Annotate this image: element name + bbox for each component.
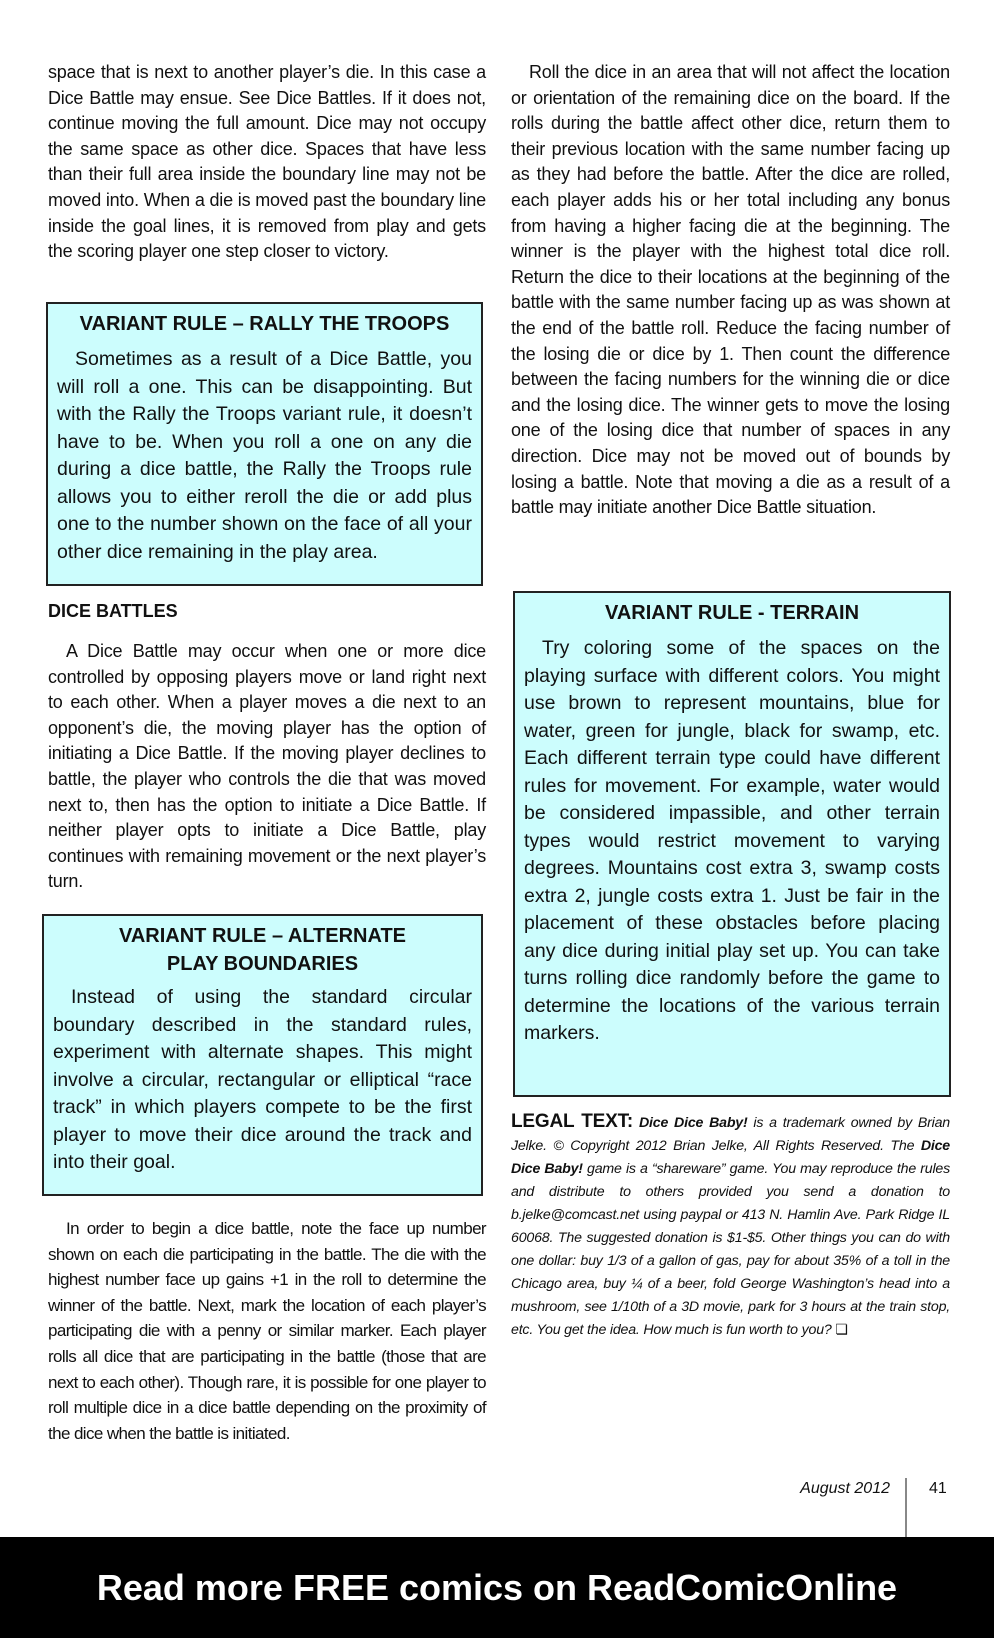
box-text: Try coloring some of the spaces on the playing surface with different colors. You might use brown to represent mountains, blue for water, green for jungle, black for swamp, etc. Each different terrain type could have different rules for movement. For example, water would be considered impassible, and other terrain types would restrict movement to varying degrees. Mountains cost extra 3, swamp costs extra 2, jungle costs extra 1. Just be fair in the placement of these obstacles before placing any dice during initial play set up. You can take turns rolling dice randomly before the game to determine the locations of the various terrain markers. [524, 637, 940, 1044]
title-line: PLAY BOUNDARIES [166, 953, 359, 975]
title-line: VARIANT RULE – ALTERNATE [118, 925, 407, 947]
legal-body: game is a “shareware” game. You may reproduce the rules and distribute to others provided you send a donation to b.jelke@comcast.net using paypal or 413 N. Hamlin Ave. Park Ridge IL 60068. The suggested donation is $1-$5. Other things you can do with one dollar: buy 1/3 of a gallon of gas, pay for about 35% of a toll in the Chicago area, buy ¼ of a beer, fold George Washington’s head into a mushroom, see 1/10th of a 3D movie, park for 3 hours at the train stop, etc. You get the idea. How much is fun worth to you? [511, 1161, 950, 1338]
page-number: 41 [929, 1480, 947, 1497]
body-paragraph: A Dice Battle may occur when one or more dice controlled by opposing players move or land right next to each other. When a player moves a die next to an opponent’s die, the moving player has the option of initiating a Dice Battle. If the moving player declines to battle, the player who controls the die that was moved next to, then has the option to initiate a Dice Battle. If neither player opts to initiate a Dice Battle, play continues with remaining movement or the next player’s turn. [48, 641, 486, 892]
body-paragraph: Roll the dice in an area that will not affect the location or orientation of the remaining dice on the board. If the rolls during the battle affect other dice, return them to their previous location with the same number facing up as they had before the battle. After the dice are rolled, each player adds his or her total including any bonus from having a higher facing die at the beginning. The winner is the player with the highest total dice roll. Return the dice to their locations at the beginning of the battle with the same number facing up as was shown at the end of the battle roll. Reduce the facing number of the losing die or dice by 1. Then count the difference between the facing numbers for the winning die or dice and the losing dice. The winner gets to move the losing one of the losing dice that number of spaces in any direction. Dice may not be moved out of bounds by losing a battle. Note that moving a die as a result of a battle may initiate another Dice Battle situation. [511, 62, 950, 518]
footer-divider [905, 1478, 907, 1538]
body-paragraph: In order to begin a dice battle, note the face up number shown on each die participating in the battle. The die with the highest number face up gains +1 in the roll to determine the winner of the battle. Next, mark the location of each player’s participating die with a penny or similar marker. Each player rolls all dice that are participating in the battle (those that are next to each other). Though rare, it is possible for one player to roll multiple dice in a dice battle depending on the proximity of the dice when the battle is initiated. [48, 1219, 486, 1443]
box-title: VARIANT RULE - TERRAIN [604, 602, 860, 624]
box-title [53, 922, 472, 978]
box-text: Instead of using the standard circular boundary described in the standard rules, experiment with alternate shapes. This might involve a circular, rectangular or elliptical “race track” in which players compete to be the first player to move their dice around the track and into their goal. [53, 986, 472, 1173]
product-name: Dice Dice Baby! [511, 1138, 950, 1177]
product-name: Dice Dice Baby! [638, 1115, 748, 1131]
section-heading: DICE BATTLES [48, 601, 178, 621]
terrain-box [513, 591, 951, 1097]
legal-label: LEGAL TEXT: [511, 1111, 634, 1132]
legal-text [511, 1110, 950, 1342]
body-paragraph: space that is next to another player’s die. In this case a Dice Battle may ensue. See Dice Battles. If it does not, continue moving the full amount. Dice may not occupy the same space as other dice. Spaces that have less than their full area inside the boundary line may not be moved into. When a die is moved past the boundary line inside the goal lines, it is removed from play and gets the scoring player one step closer to victory. [48, 62, 486, 262]
box-title: VARIANT RULE – RALLY THE TROOPS [79, 313, 450, 335]
alternate-boundaries-box [42, 914, 483, 1196]
box-text: Sometimes as a result of a Dice Battle, you will roll a one. This can be disappointing. But with the Rally the Troops variant rule, it doesn’t have to be. When you roll a one on any die during a dice battle, the Rally the Troops rule allows you to either reroll the die or add plus one to the number shown on the face of all your other dice remaining in the play area. [57, 348, 472, 563]
promo-banner[interactable]: Read more FREE comics on ReadComicOnline [0, 1537, 994, 1638]
rally-troops-box [46, 302, 483, 586]
end-mark-icon: ❏ [835, 1322, 848, 1338]
legal-body: is a trademark owned by Brian Jelke. © Copyright 2012 Brian Jelke, All Rights Reserved. The [511, 1115, 950, 1154]
issue-date: August 2012 [800, 1480, 890, 1497]
